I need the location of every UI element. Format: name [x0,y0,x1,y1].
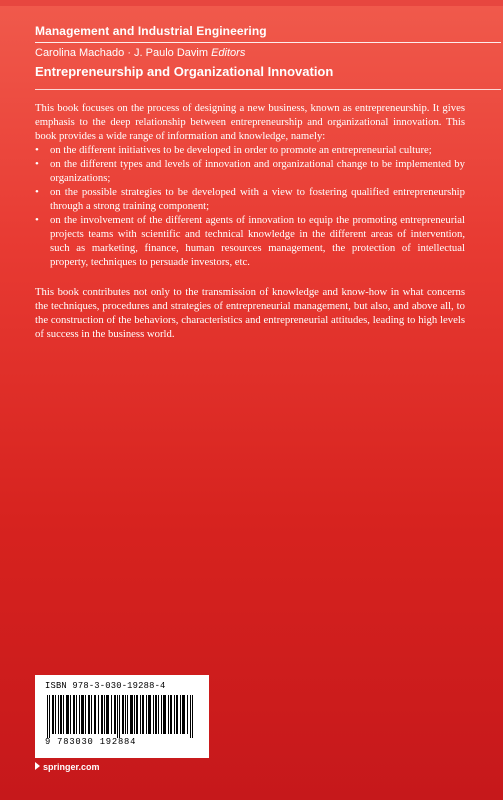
barcode-image [45,695,199,738]
description-bullet-1: • on the different initiatives to be developed in order to promote an entrepreneurial culture; [35,143,465,157]
publisher-website-text[interactable]: springer.com [43,762,100,772]
barcode-digits: 9 783030 192884 [45,737,137,747]
book-description [35,101,465,341]
description-gap [35,269,465,285]
title-divider [35,89,501,90]
isbn-label: ISBN 978-3-030-19288-4 [45,681,166,691]
publisher-website[interactable] [35,761,100,773]
series-divider [35,42,501,43]
series-title: Management and Industrial Engineering [35,24,267,38]
description-bullet-3: • on the possible strategies to be developed with a view to fostering qualified entrepreneurship through a strong training component; [35,185,465,213]
editor-names [35,46,245,60]
book-title: Entrepreneurship and Organizational Innovation [35,64,334,79]
description-paragraph-1: This book focuses on the process of designing a new business, known as entrepreneurship. It gives emphasis to the deep relationship between entrepreneurship and organizational innovation. This book provides a wide range of information and knowledge, namely: [35,102,465,142]
editor-names-text: Carolina Machado · J. Paulo Davim [35,47,209,59]
description-paragraph-2: This book contributes not only to the transmission of knowledge and know-how in what concerns the techniques, procedures and strategies of entrepreneurial management, but also, and above all, to the construction of the behaviors, characteristics and entrepreneurial attitudes, leading to high levels of success in the business world. [35,286,465,340]
top-rule [0,0,503,6]
description-list [35,143,465,269]
description-bullet-4: • on the involvement of the different agents of innovation to equip the promoting entrepreneurial projects teams with scientific and technical knowledge in the different areas of intervention, such as marketing, finance, human resources management, the protection of intellectual property, techniques to persuade investors, etc. [35,213,465,269]
isbn-barcode-box [35,675,209,758]
editor-role: Editors [211,47,246,59]
triangle-arrow-icon [35,762,40,770]
description-bullet-2: • on the different types and levels of innovation and organizational change to be implemented by organizations; [35,157,465,185]
